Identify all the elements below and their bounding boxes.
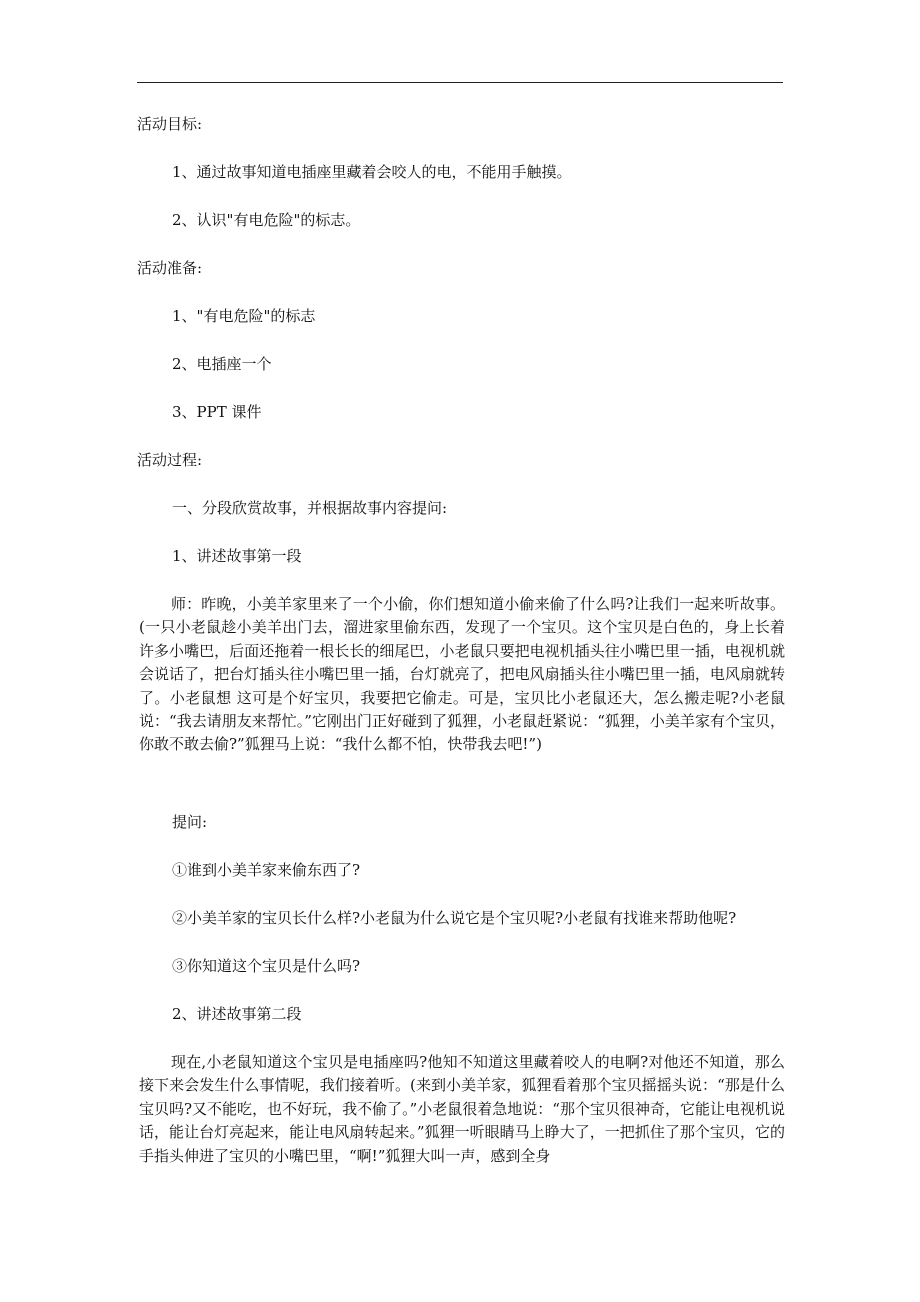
question-1: ①谁到小美羊家来偷东西了?: [172, 861, 361, 879]
story-part1-text: 师：昨晚，小美羊家里来了一个小偷，你们想知道小偷来偷了什么吗?让我们一起来听故事。(一只小老鼠趁小美羊出门去，溜进家里偷东西，发现了一个宝贝。这个宝贝是白色的，身上长着许多小嘴巴，后面还拖着一根长长的细尾巴，小老鼠只要把电视机插头往小嘴巴里一插，电视机就会说话了，把台灯插头往小嘴巴里一插，台灯就亮了，把电风扇插头往小嘴巴里一插，电风扇就转了。小老鼠想 这可是个好宝贝，我要把它偷走。可是，宝贝比小老鼠还大，怎么搬走呢?小老鼠说：“我去请朋友来帮忙。”它刚出门正好碰到了狐狸，小老鼠赶紧说：“狐狸，小美羊家有个宝贝，你敢不敢去偷?”狐狸马上说：“我什么都不怕，快带我去吧!”): [139, 595, 785, 754]
story-part1-title: 1、讲述故事第一段: [172, 547, 302, 565]
goal-item-2: 2、认识"有电危险"的标志。: [172, 211, 361, 229]
prep-item-3: 3、PPT 课件: [172, 403, 262, 421]
goal-item-1: 1、通过故事知道电插座里藏着会咬人的电，不能用手触摸。: [172, 163, 572, 181]
questions-label: 提问:: [172, 813, 208, 831]
heading-prep: 活动准备:: [137, 259, 203, 277]
question-3: ③你知道这个宝贝是什么吗?: [172, 957, 361, 975]
section-title-1: 一、分段欣赏故事，并根据故事内容提问:: [172, 499, 448, 517]
prep-item-2: 2、电插座一个: [172, 355, 272, 373]
prep-item-1: 1、"有电危险"的标志: [172, 307, 316, 325]
heading-process: 活动过程:: [137, 451, 203, 469]
header-rule: [137, 82, 783, 83]
heading-goals: 活动目标:: [137, 115, 203, 133]
story-part2-title: 2、讲述故事第二段: [172, 1005, 302, 1023]
story-part2-text: 现在,小老鼠知道这个宝贝是电插座吗?他知不知道这里藏着咬人的电啊?对他还不知道，那么接下来会发生什么事情呢，我们接着听。(来到小美羊家，狐狸看着那个宝贝摇摇头说：“那是什么宝贝吗?又不能吃，也不好玩，我不偷了。”小老鼠很着急地说：“那个宝贝很神奇，它能让电视机说话，能让台灯亮起来，能让电风扇转起来。”狐狸一听眼睛马上睁大了，一把抓住了那个宝贝，它的手指头伸进了宝贝的小嘴巴里，“啊!”狐狸大叫一声，感到全身: [139, 1053, 785, 1165]
question-2: ②小美羊家的宝贝长什么样?小老鼠为什么说它是个宝贝呢?小老鼠有找谁来帮助他呢?: [172, 909, 737, 927]
